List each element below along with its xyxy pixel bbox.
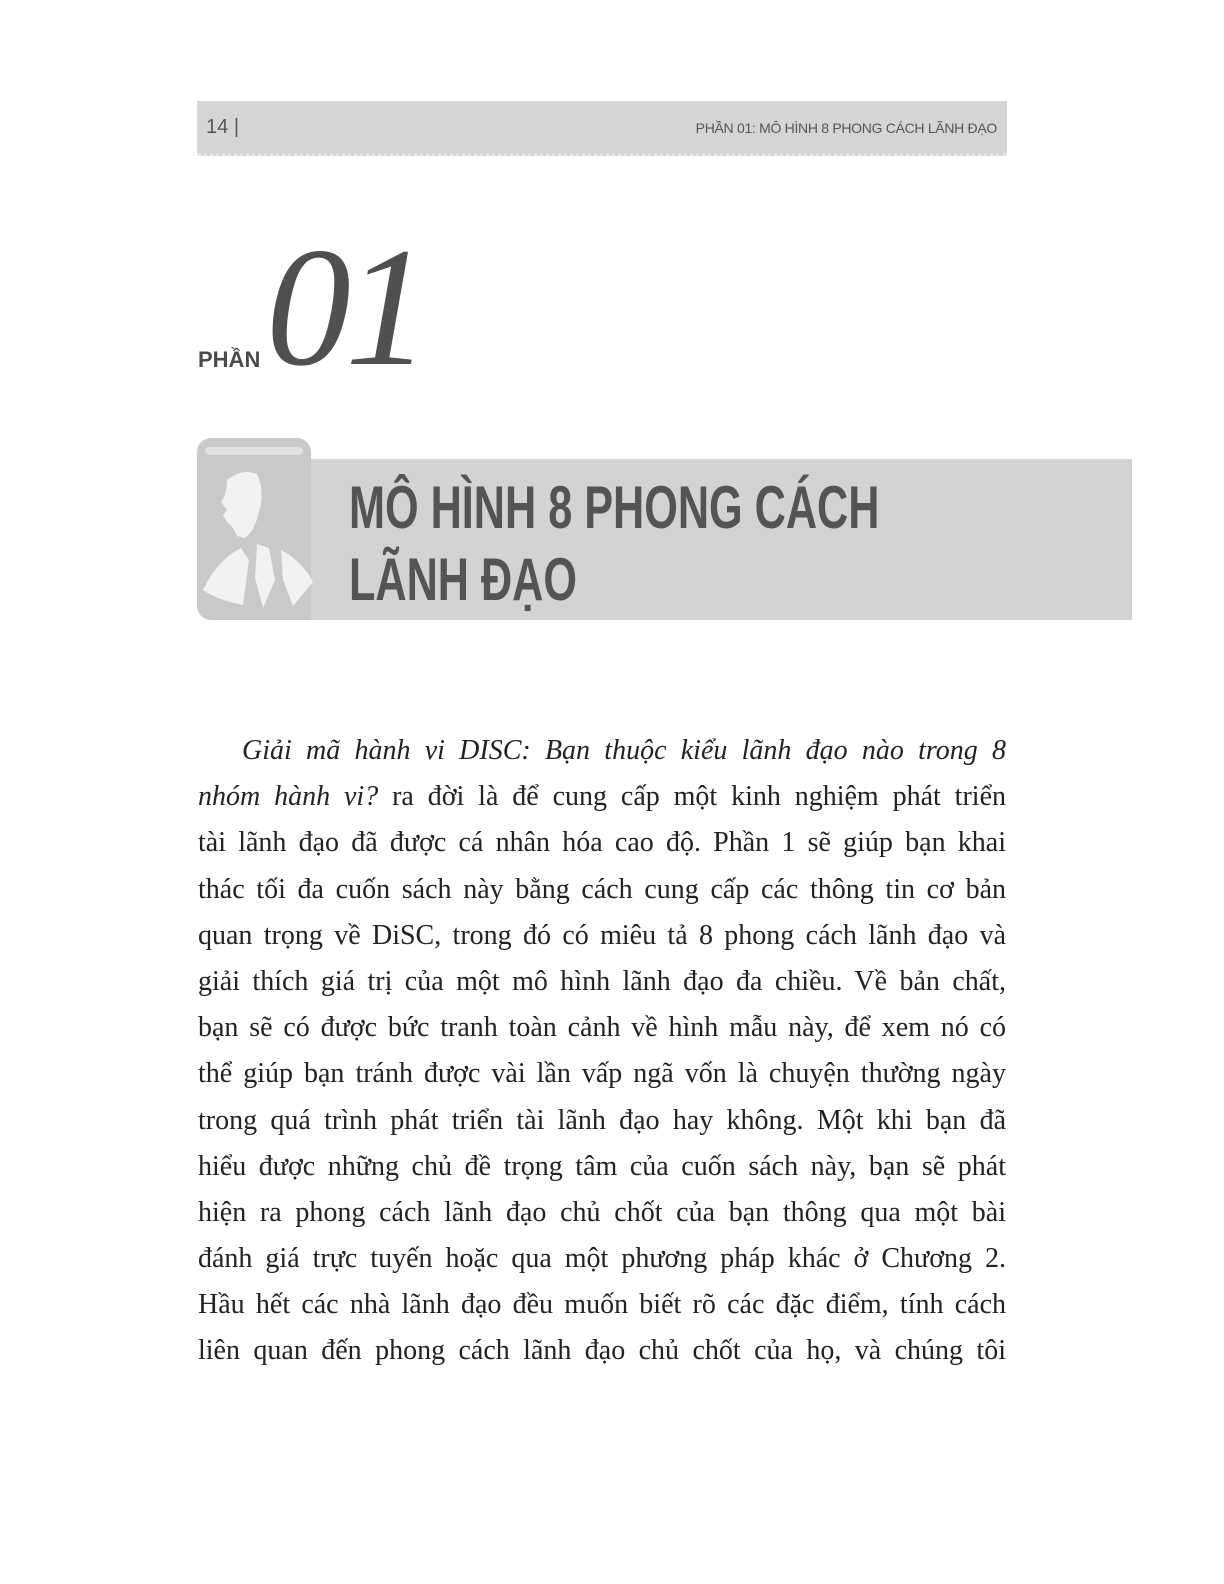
- leader-silhouette-icon: [197, 460, 317, 610]
- chapter-title-line-2: LÃNH ĐẠO: [349, 546, 577, 613]
- chapter-title-line-1: MÔ HÌNH 8 PHONG CÁCH: [349, 474, 880, 541]
- body-line: liên quan đến phong cách lãnh đạo chủ chốt của họ, và chúng tôi: [198, 1335, 1006, 1367]
- book-title-italic: nhóm hành vi?: [198, 781, 379, 813]
- chapter-title: [349, 472, 879, 616]
- part-number: 01: [266, 213, 424, 401]
- body-line: trong quá trình phát triển tài lãnh đạo hay không. Một khi bạn đã: [198, 1104, 1006, 1136]
- body-text: ra đời là để cung cấp một kinh nghiệm phát triển: [378, 781, 1006, 813]
- body-line: giải thích giá trị của một mô hình lãnh đạo đa chiều. Về bản chất,: [198, 965, 1006, 997]
- part-label: PHẦN: [198, 347, 261, 372]
- body-line: thác tối đa cuốn sách này bằng cách cung cấp các thông tin cơ bản: [198, 873, 1006, 905]
- body-line: bạn sẽ có được bức tranh toàn cảnh về hình mẫu này, để xem nó có: [198, 1012, 1006, 1044]
- body-paragraph: [198, 728, 1006, 1375]
- body-line: Hầu hết các nhà lãnh đạo đều muốn biết rõ các đặc điểm, tính cách: [198, 1289, 1006, 1321]
- tab-highlight: [205, 447, 303, 455]
- body-line: [198, 774, 1006, 820]
- running-title: PHẦN 01: MÔ HÌNH 8 PHONG CÁCH LÃNH ĐẠO: [695, 120, 997, 136]
- body-line: Giải mã hành vi DISC: Bạn thuộc kiểu lãnh đạo nào trong 8: [242, 735, 1006, 766]
- body-line: tài lãnh đạo đã được cá nhân hóa cao độ. Phần 1 sẽ giúp bạn khai: [198, 827, 1006, 859]
- body-line: hiện ra phong cách lãnh đạo chủ chốt của bạn thông qua một bài: [198, 1196, 1006, 1228]
- body-line: quan trọng về DiSC, trong đó có miêu tả 8 phong cách lãnh đạo và: [198, 919, 1006, 951]
- page-number: 14 |: [206, 116, 240, 138]
- body-line: thể giúp bạn tránh được vài lần vấp ngã vốn là chuyện thường ngày: [198, 1058, 1006, 1090]
- body-line: hiểu được những chủ đề trọng tâm của cuốn sách này, bạn sẽ phát: [198, 1150, 1006, 1182]
- running-header: [197, 101, 1007, 156]
- body-line: đánh giá trực tuyến hoặc qua một phương pháp khác ở Chương 2.: [198, 1243, 1006, 1275]
